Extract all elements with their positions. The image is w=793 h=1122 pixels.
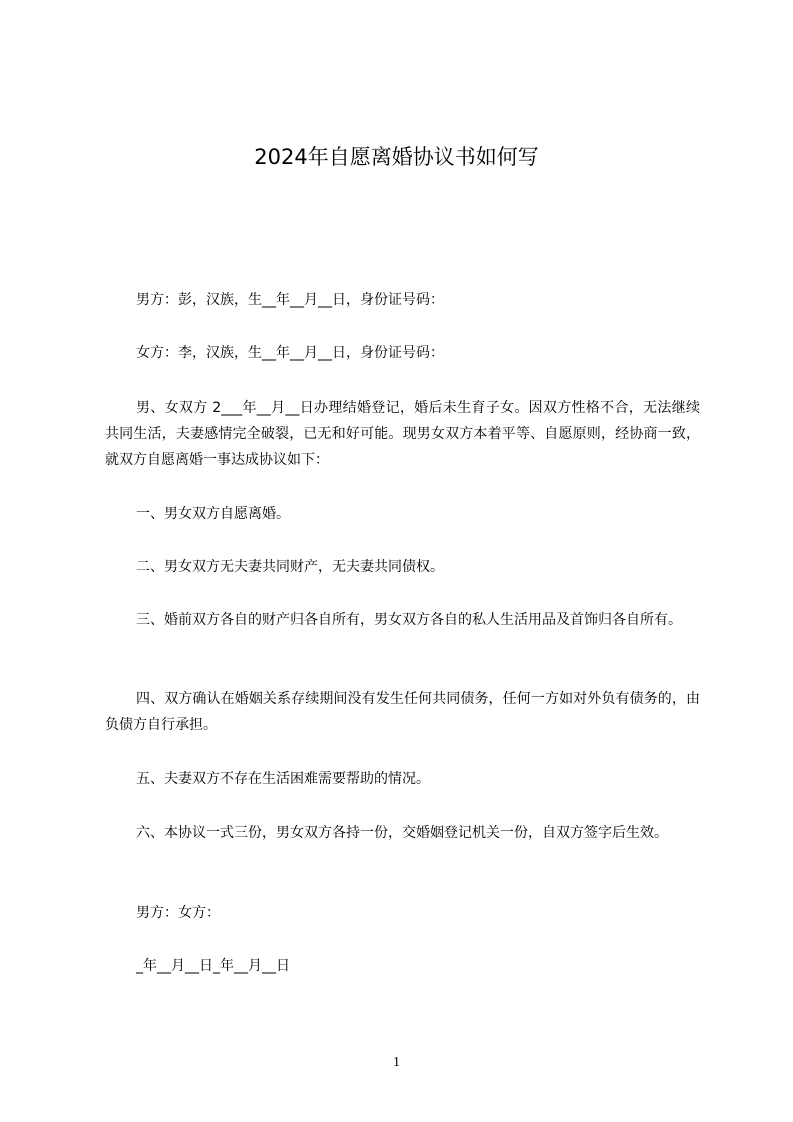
clause-1: 一、男女双方自愿离婚。 xyxy=(136,506,290,522)
clause-4: 四、双方确认在婚姻关系存续期间没有发生任何共同债务，任何一方如对外负有债务的，由负债方自行承担。 xyxy=(105,691,700,733)
clause-2: 二、男女双方无夫妻共同财产，无夫妻共同债权。 xyxy=(136,559,444,575)
paragraph-preamble: 男、女双方 2___年__月__日办理结婚登记，婚后未生育子女。因双方性格不合，无法继续共同生活，夫妻感情完全破裂，已无和好可能。现男女双方本着平等、自愿原则，经协商一致，就双方自愿离婚一事达成协议如下： xyxy=(105,400,700,468)
clause-5: 五、夫妻双方不存在生活困难需要帮助的情况。 xyxy=(136,771,430,787)
paragraph-male-party: 男方：彭，汉族，生__年__月__日，身份证号码： xyxy=(136,292,444,308)
clause-3: 三、婚前双方各自的财产归各自所有，男女双方各自的私人生活用品及首饰归各自所有。 xyxy=(136,612,682,628)
clause-6: 六、本协议一式三份，男女双方各持一份，交婚姻登记机关一份，自双方签字后生效。 xyxy=(136,825,668,841)
page-number: 1 xyxy=(393,1055,400,1070)
paragraph-female-party: 女方：李，汉族，生__年__月__日，身份证号码： xyxy=(136,345,444,361)
signature-date-line: _年__月__日_年__月__日 xyxy=(136,958,290,974)
signature-line: 男方：女方： xyxy=(136,905,220,921)
document-title: 2024年自愿离婚协议书如何写 xyxy=(254,145,539,169)
